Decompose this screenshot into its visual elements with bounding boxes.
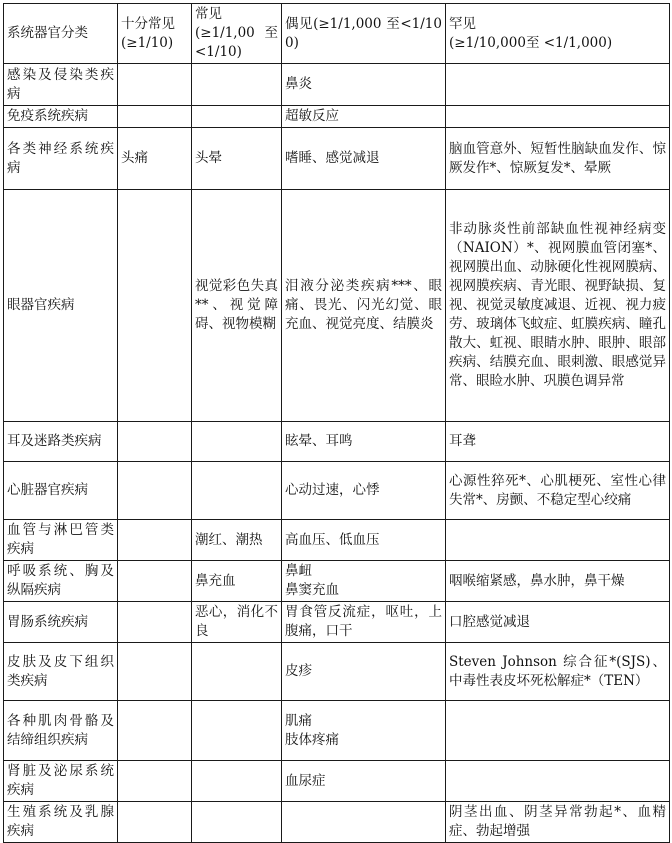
- table-row: [4, 106, 670, 128]
- category-cell: 生殖系统及乳腺疾病: [4, 802, 118, 843]
- common-cell: 视觉彩色失真**、视觉障碍、视物模糊: [192, 190, 282, 422]
- rare-cell: 咽喉缩紧感，鼻水肿，鼻干燥: [446, 561, 670, 602]
- header-common: 常见 (≥1/1,00 至<1/10): [192, 4, 282, 64]
- table-row: [4, 128, 670, 190]
- table-row: [4, 520, 670, 561]
- table-row: [4, 422, 670, 462]
- very-common-cell: [118, 106, 192, 128]
- header-row: [4, 4, 670, 64]
- table-row: [4, 643, 670, 701]
- very-common-cell: [118, 520, 192, 561]
- rare-cell: 非动脉炎性前部缺血性视神经病变（NAION）*、视网膜血管闭塞*、视网膜出血、动脉硬化性视网膜病、视网膜疾病、青光眼、视野缺损、复视、视觉灵敏度减退、近视、视力疲劳、玻璃体飞蚊症、虹膜疾病、瞳孔散大、虹视、眼睛水肿、眼肿、眼部疾病、结膜充血、眼刺激、眼感觉异常、眼睑水肿、巩膜色调异常: [446, 190, 670, 422]
- table-row: [4, 761, 670, 802]
- table-row: [4, 701, 670, 761]
- rare-cell: 心源性猝死*、心肌梗死、室性心律失常*、房颤、不稳定型心绞痛: [446, 462, 670, 520]
- uncommon-cell: 眩晕、耳鸣: [282, 422, 446, 462]
- table-row: [4, 561, 670, 602]
- common-cell: 潮红、潮热: [192, 520, 282, 561]
- uncommon-cell: 高血压、低血压: [282, 520, 446, 561]
- rare-cell: 耳聋: [446, 422, 670, 462]
- uncommon-cell: 嗜睡、感觉减退: [282, 128, 446, 190]
- very-common-cell: [118, 602, 192, 643]
- category-cell: 呼吸系统、胸及纵隔疾病: [4, 561, 118, 602]
- common-cell: [192, 422, 282, 462]
- uncommon-cell: 超敏反应: [282, 106, 446, 128]
- very-common-cell: [118, 190, 192, 422]
- common-cell: 鼻充血: [192, 561, 282, 602]
- table-row: [4, 190, 670, 422]
- very-common-cell: [118, 422, 192, 462]
- uncommon-cell: 皮疹: [282, 643, 446, 701]
- table-row: [4, 462, 670, 520]
- category-cell: 血管与淋巴管类疾病: [4, 520, 118, 561]
- rare-cell: 口腔感觉减退: [446, 602, 670, 643]
- very-common-cell: 头痛: [118, 128, 192, 190]
- very-common-cell: [118, 64, 192, 106]
- uncommon-cell: 心动过速，心悸: [282, 462, 446, 520]
- table-row: [4, 602, 670, 643]
- table-row: [4, 64, 670, 106]
- uncommon-cell: 鼻炎: [282, 64, 446, 106]
- rare-cell: [446, 64, 670, 106]
- common-cell: [192, 802, 282, 843]
- common-cell: [192, 462, 282, 520]
- header-uncommon: 偶见(≥1/1,000 至<1/100): [282, 4, 446, 64]
- category-cell: 感染及侵染类疾病: [4, 64, 118, 106]
- rare-cell: [446, 520, 670, 561]
- uncommon-cell: 血尿症: [282, 761, 446, 802]
- very-common-cell: [118, 462, 192, 520]
- very-common-cell: [118, 701, 192, 761]
- common-cell: [192, 701, 282, 761]
- uncommon-cell: 肌痛 肢体疼痛: [282, 701, 446, 761]
- header-category: 系统器官分类: [4, 4, 118, 64]
- uncommon-cell: 鼻衄 鼻窦充血: [282, 561, 446, 602]
- common-cell: [192, 64, 282, 106]
- header-rare: 罕见 (≥1/10,000至 <1/1,000): [446, 4, 670, 64]
- table-row: [4, 802, 670, 843]
- very-common-cell: [118, 761, 192, 802]
- category-cell: 各种肌肉骨骼及结缔组织疾病: [4, 701, 118, 761]
- common-cell: 头晕: [192, 128, 282, 190]
- rare-cell: 阴茎出血、阴茎异常勃起*、血精症、勃起增强: [446, 802, 670, 843]
- category-cell: 免疫系统疾病: [4, 106, 118, 128]
- common-cell: [192, 643, 282, 701]
- category-cell: 眼器官疾病: [4, 190, 118, 422]
- uncommon-cell: 胃食管反流症，呕吐，上腹痛，口干: [282, 602, 446, 643]
- category-cell: 耳及迷路类疾病: [4, 422, 118, 462]
- common-cell: 恶心，消化不良: [192, 602, 282, 643]
- very-common-cell: [118, 802, 192, 843]
- category-cell: 各类神经系统疾病: [4, 128, 118, 190]
- rare-cell: [446, 761, 670, 802]
- uncommon-cell: 泪液分泌类疾病***、眼痛、畏光、闪光幻觉、眼充血、视觉亮度、结膜炎: [282, 190, 446, 422]
- category-cell: 肾脏及泌尿系统疾病: [4, 761, 118, 802]
- category-cell: 心脏器官疾病: [4, 462, 118, 520]
- rare-cell: [446, 701, 670, 761]
- very-common-cell: [118, 561, 192, 602]
- category-cell: 皮肤及皮下组织类疾病: [4, 643, 118, 701]
- rare-cell: Steven Johnson 综合征*(SJS)、中毒性表皮坏死松解症*（TEN）: [446, 643, 670, 701]
- uncommon-cell: [282, 802, 446, 843]
- adverse-reactions-table: [3, 3, 670, 843]
- common-cell: [192, 106, 282, 128]
- category-cell: 胃肠系统疾病: [4, 602, 118, 643]
- rare-cell: 脑血管意外、短暂性脑缺血发作、惊厥发作*、惊厥复发*、晕厥: [446, 128, 670, 190]
- very-common-cell: [118, 643, 192, 701]
- header-very-common: 十分常见 (≥1/10): [118, 4, 192, 64]
- rare-cell: [446, 106, 670, 128]
- common-cell: [192, 761, 282, 802]
